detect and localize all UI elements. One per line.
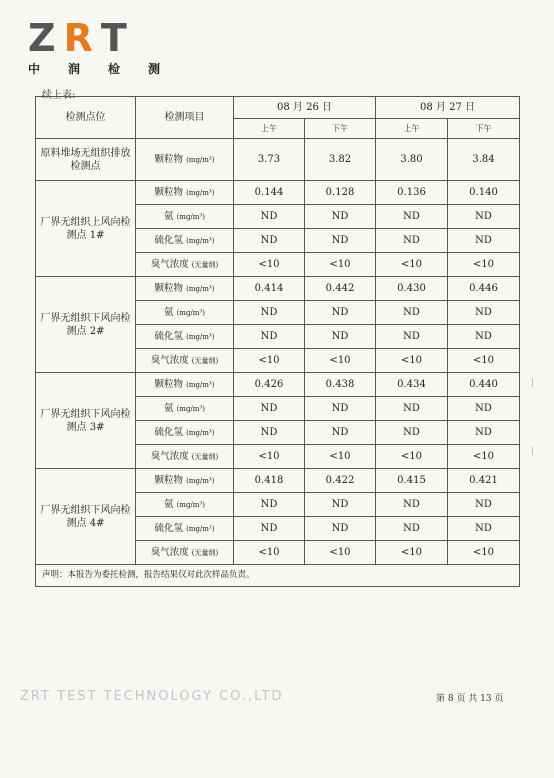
results-table <box>35 96 520 587</box>
value-cell: ND <box>234 397 305 421</box>
value-cell: ND <box>448 493 520 517</box>
value-cell: ND <box>234 301 305 325</box>
item-cell <box>136 301 234 325</box>
item-cell <box>136 541 234 565</box>
item-cell <box>136 181 234 205</box>
value-cell: ND <box>305 397 376 421</box>
header-date-2: 08 月 27 日 <box>376 97 520 119</box>
table-row <box>36 181 520 205</box>
logo-letter-r: R <box>63 16 95 60</box>
item-cell <box>136 139 234 181</box>
item-unit: (mg/m³) <box>186 284 215 293</box>
value-cell: <10 <box>376 349 448 373</box>
footer-brand: ZRT TEST TECHNOLOGY CO.,LTD <box>20 689 284 704</box>
value-cell: <10 <box>376 253 448 277</box>
item-unit: (无量纲) <box>191 548 219 557</box>
header-period: 下午 <box>448 119 520 139</box>
value-cell: ND <box>305 205 376 229</box>
item-name: 硫化氢 <box>154 234 184 246</box>
value-cell: ND <box>448 325 520 349</box>
value-cell: ND <box>376 325 448 349</box>
item-name: 颗粒物 <box>154 186 184 198</box>
location-cell: 厂界无组织下风向检测点 4# <box>36 469 136 565</box>
item-unit: (mg/m³) <box>186 476 215 485</box>
item-cell <box>136 325 234 349</box>
item-unit: (mg/m³) <box>176 308 205 317</box>
table-row <box>36 277 520 301</box>
value-cell: ND <box>448 397 520 421</box>
value-cell: ND <box>234 517 305 541</box>
value-cell: ND <box>376 229 448 253</box>
table-row <box>36 469 520 493</box>
logo-letter-t: T <box>100 16 129 60</box>
item-name: 氨 <box>164 306 174 318</box>
value-cell: ND <box>376 301 448 325</box>
item-unit: (mg/m³) <box>186 332 215 341</box>
item-cell <box>136 349 234 373</box>
item-unit: (mg/m²) <box>186 524 215 533</box>
value-cell: <10 <box>234 253 305 277</box>
item-name: 臭气浓度 <box>150 258 189 270</box>
value-cell: ND <box>234 325 305 349</box>
item-name: 硫化氢 <box>154 330 184 342</box>
value-cell: <10 <box>305 253 376 277</box>
value-cell: <10 <box>234 445 305 469</box>
value-cell: 0.430 <box>376 277 448 301</box>
table-row <box>36 139 520 181</box>
value-cell: ND <box>305 301 376 325</box>
item-cell <box>136 397 234 421</box>
location-cell: 厂界无组织下风向检测点 3# <box>36 373 136 469</box>
item-name: 臭气浓度 <box>150 450 189 462</box>
item-name: 颗粒物 <box>154 282 184 294</box>
value-cell: ND <box>305 493 376 517</box>
value-cell: <10 <box>305 541 376 565</box>
value-cell: <10 <box>448 349 520 373</box>
logo-letter-z: Z <box>28 16 58 60</box>
item-name: 颗粒物 <box>154 474 184 486</box>
item-name: 颗粒物 <box>154 153 184 165</box>
item-cell <box>136 373 234 397</box>
table-body <box>36 139 520 565</box>
value-cell: ND <box>234 229 305 253</box>
item-cell <box>136 229 234 253</box>
item-name: 臭气浓度 <box>150 354 189 366</box>
item-cell <box>136 277 234 301</box>
value-cell: <10 <box>305 445 376 469</box>
item-unit: (mg/m³) <box>186 428 215 437</box>
value-cell: <10 <box>448 445 520 469</box>
value-cell: 0.426 <box>234 373 305 397</box>
seam-stamp-mark: | <box>531 446 534 455</box>
item-name: 硫化氢 <box>154 522 184 534</box>
value-cell: ND <box>376 517 448 541</box>
value-cell: ND <box>448 301 520 325</box>
header-period: 上午 <box>234 119 305 139</box>
item-cell <box>136 205 234 229</box>
value-cell: 0.442 <box>305 277 376 301</box>
seam-stamp-mark: | <box>531 378 534 387</box>
value-cell: 3.80 <box>376 139 448 181</box>
value-cell: <10 <box>376 445 448 469</box>
value-cell: ND <box>234 493 305 517</box>
notice-text: 声明：本报告为委托检测，报告结果仅对此次样品负责。 <box>36 565 520 587</box>
item-cell <box>136 469 234 493</box>
value-cell: 3.84 <box>448 139 520 181</box>
value-cell: 3.73 <box>234 139 305 181</box>
value-cell: 0.140 <box>448 181 520 205</box>
header-period: 上午 <box>376 119 448 139</box>
location-cell: 厂界无组织下风向检测点 2# <box>36 277 136 373</box>
item-unit: (mg/m³) <box>176 500 205 509</box>
value-cell: 0.434 <box>376 373 448 397</box>
item-unit: (无量纲) <box>191 260 219 269</box>
header-location: 检测点位 <box>36 97 136 139</box>
item-name: 氨 <box>164 498 174 510</box>
item-name: 臭气浓度 <box>150 546 189 558</box>
value-cell: 0.422 <box>305 469 376 493</box>
item-name: 氨 <box>164 210 174 222</box>
value-cell: ND <box>305 517 376 541</box>
item-cell <box>136 517 234 541</box>
value-cell: 3.82 <box>305 139 376 181</box>
value-cell: ND <box>234 205 305 229</box>
item-cell <box>136 253 234 277</box>
logo-letters <box>28 18 178 58</box>
item-unit: (无量纲) <box>191 356 219 365</box>
value-cell: ND <box>448 421 520 445</box>
value-cell: ND <box>305 421 376 445</box>
value-cell: <10 <box>448 541 520 565</box>
value-cell: 0.415 <box>376 469 448 493</box>
value-cell: 0.136 <box>376 181 448 205</box>
value-cell: <10 <box>234 349 305 373</box>
value-cell: <10 <box>376 541 448 565</box>
value-cell: <10 <box>448 253 520 277</box>
value-cell: ND <box>305 229 376 253</box>
value-cell: <10 <box>234 541 305 565</box>
item-name: 颗粒物 <box>154 378 184 390</box>
value-cell: <10 <box>305 349 376 373</box>
item-unit: (无量纲) <box>191 452 219 461</box>
item-unit: (mg/m³) <box>176 212 205 221</box>
value-cell: 0.421 <box>448 469 520 493</box>
value-cell: 0.144 <box>234 181 305 205</box>
header-date-1: 08 月 26 日 <box>234 97 376 119</box>
value-cell: 0.438 <box>305 373 376 397</box>
logo-sub-char: 中 <box>28 62 41 76</box>
item-name: 氨 <box>164 402 174 414</box>
value-cell: ND <box>376 493 448 517</box>
item-unit: (mg/m³) <box>186 188 215 197</box>
company-logo <box>28 18 178 78</box>
header-item: 检测项目 <box>136 97 234 139</box>
item-unit: (mg/m³) <box>186 236 215 245</box>
header-period: 下午 <box>305 119 376 139</box>
value-cell: ND <box>305 325 376 349</box>
value-cell: ND <box>234 421 305 445</box>
value-cell: ND <box>448 517 520 541</box>
logo-sub-char: 测 <box>147 62 160 76</box>
item-cell <box>136 421 234 445</box>
value-cell: ND <box>448 205 520 229</box>
value-cell: 0.446 <box>448 277 520 301</box>
item-cell <box>136 493 234 517</box>
table-row <box>36 373 520 397</box>
value-cell: ND <box>376 205 448 229</box>
logo-sub-char: 检 <box>107 62 120 76</box>
value-cell: ND <box>376 421 448 445</box>
location-cell: 厂界无组织上风向检测点 1# <box>36 181 136 277</box>
value-cell: ND <box>376 397 448 421</box>
value-cell: 0.128 <box>305 181 376 205</box>
page-number: 第 8 页 共 13 页 <box>436 694 504 704</box>
logo-sub-char: 润 <box>67 62 80 76</box>
location-cell: 原料堆场无组织排放检测点 <box>36 139 136 181</box>
value-cell: 0.418 <box>234 469 305 493</box>
item-name: 硫化氢 <box>154 426 184 438</box>
value-cell: 0.414 <box>234 277 305 301</box>
continued-label: 续上表: <box>42 90 76 101</box>
logo-subtitle <box>28 60 160 77</box>
item-unit: (mg/m³) <box>186 380 215 389</box>
value-cell: ND <box>448 229 520 253</box>
item-unit: (mg/m³) <box>186 155 215 164</box>
value-cell: 0.440 <box>448 373 520 397</box>
item-cell <box>136 445 234 469</box>
item-unit: (mg/m³) <box>176 404 205 413</box>
